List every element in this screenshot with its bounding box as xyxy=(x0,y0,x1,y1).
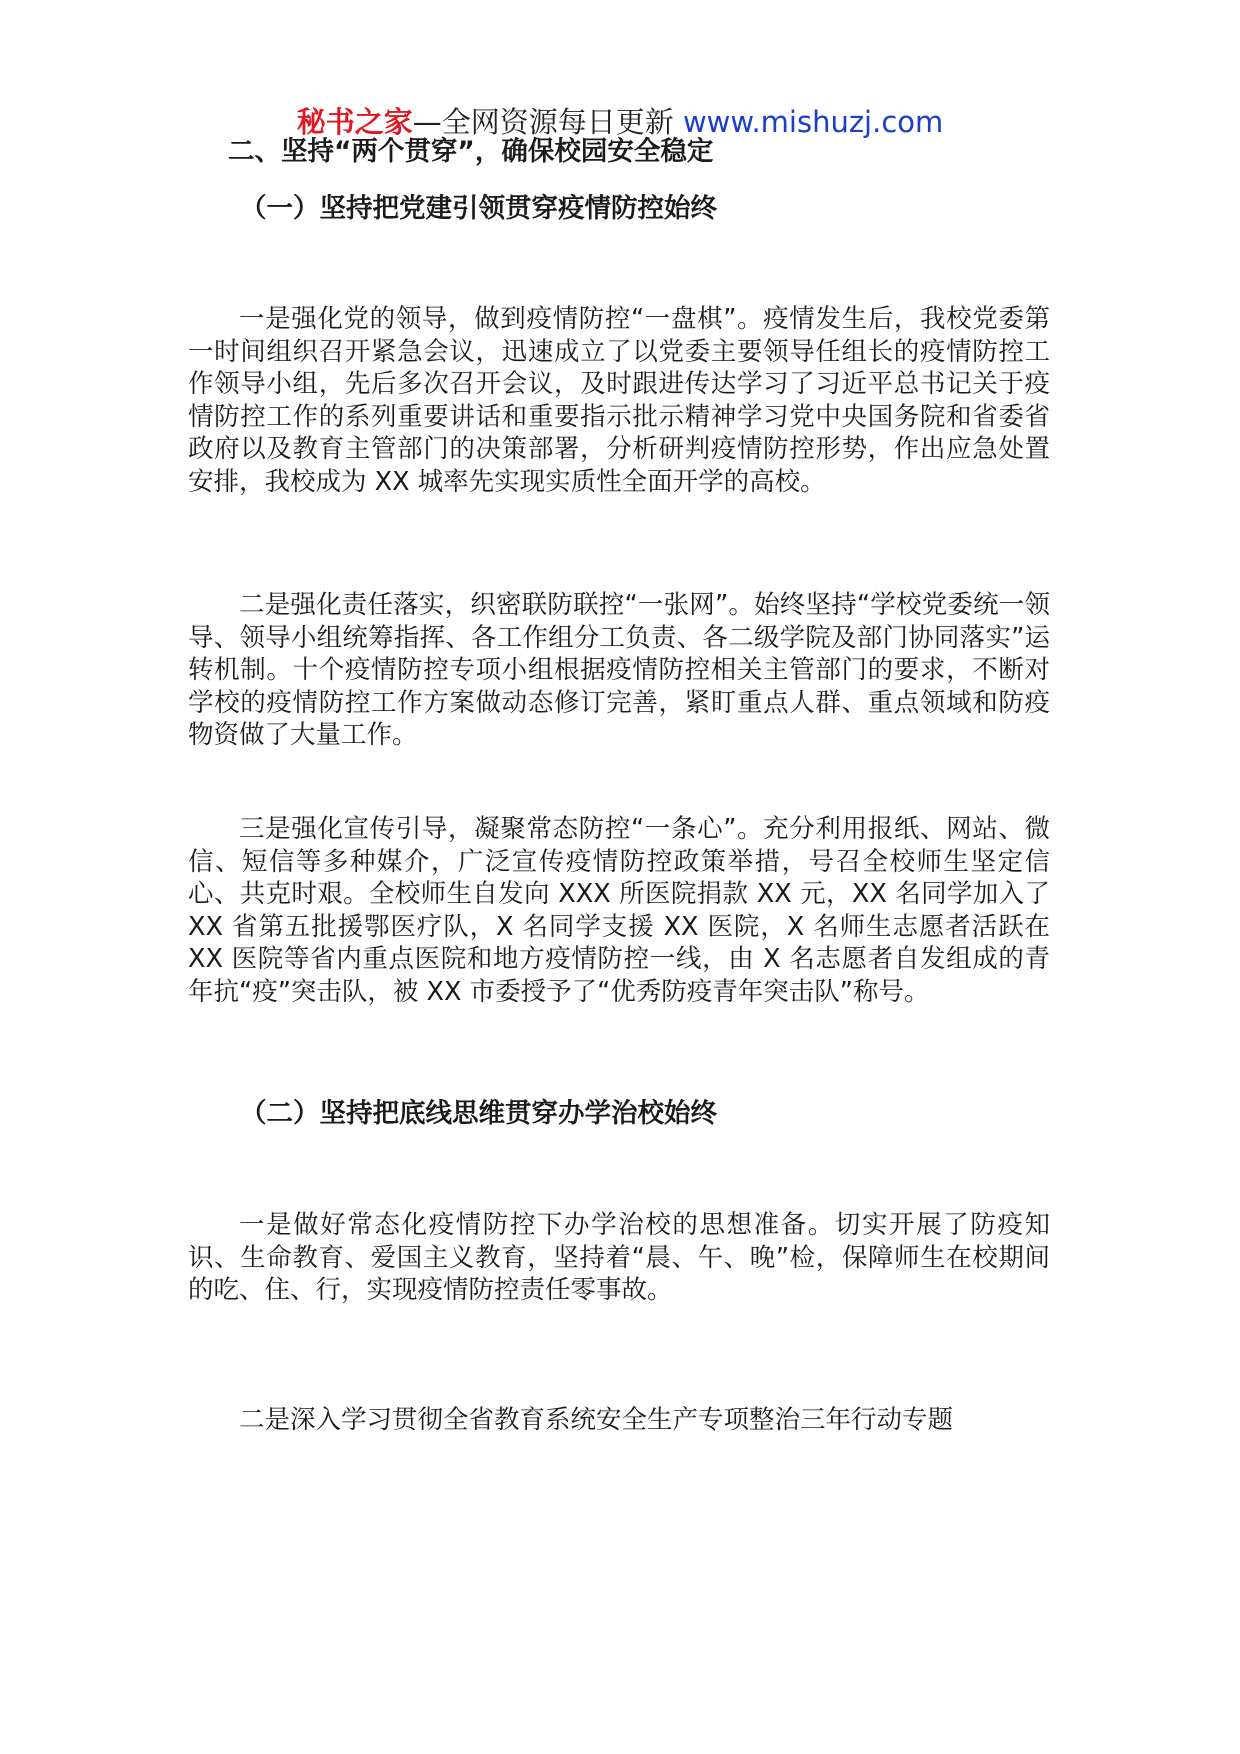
section-2-paragraph-2: 二是深入学习贯彻全省教育系统安全生产专项整治三年行动专题 xyxy=(239,1405,954,1435)
banner-tagline: —全网资源每日更新 xyxy=(412,105,683,139)
section-2-heading: （二）坚持把底线思维贯穿办学治校始终 xyxy=(240,1098,717,1129)
section-1-paragraph-2: 二是强化责任落实，织密联防联控“一张网”。始终坚持“学校党委统一领导、领导小组统筹指挥、各工作组分工负责、各二级学院及部门协同落实”运转机制。十个疫情防控专项小组根据疫情防控相关主管部门的要求，不断对学校的疫情防控工作方案做动态修订完善，紧盯重点人群、重点领域和防疫物资做了大量工作。 xyxy=(188,590,1050,750)
heading-main: 二、坚持“两个贯穿”，确保校园安全稳定 xyxy=(228,136,714,167)
banner-url-link[interactable]: www.mishuzj.com xyxy=(682,105,944,139)
banner-brand: 秘书之家 xyxy=(296,105,413,139)
section-2-paragraph-1: 一是做好常态化疫情防控下办学治校的思想准备。切实开展了防疫知识、生命教育、爱国主义教育，坚持着“晨、午、晚”检，保障师生在校期间的吃、住、行，实现疫情防控责任零事故。 xyxy=(188,1210,1050,1305)
section-1-paragraph-1: 一是强化党的领导，做到疫情防控“一盘棋”。疫情发生后，我校党委第一时间组织召开紧急会议，迅速成立了以党委主要领导任组长的疫情防控工作领导小组，先后多次召开会议，及时跟进传达学习了习近平总书记关于疫情防控工作的系列重要讲话和重要指示批示精神学习党中央国务院和省委省政府以及教育主管部门的决策部署，分析研判疫情防控形势，作出应急处置安排，我校成为 XX 城率先实现实质性全面开学的高校。 xyxy=(188,304,1050,497)
section-1-paragraph-3: 三是强化宣传引导，凝聚常态防控“一条心”。充分利用报纸、网站、微信、短信等多种媒介，广泛宣传疫情防控政策举措，号召全校师生坚定信心、共克时艰。全校师生自发向 XXX 所医院捐款 XX 元，XX 名同学加入了 XX 省第五批援鄂医疗队，X 名同学支援 XX 医院，X 名师生志愿者活跃在 XX 医院等省内重点医院和地方疫情防控一线，由 X 名志愿者自发组成的青年抗“疫”突击队，被 XX 市委授予了“优秀防疫青年突击队”称号。 xyxy=(188,814,1050,1007)
section-1-heading: （一）坚持把党建引领贯穿疫情防控始终 xyxy=(240,193,717,224)
